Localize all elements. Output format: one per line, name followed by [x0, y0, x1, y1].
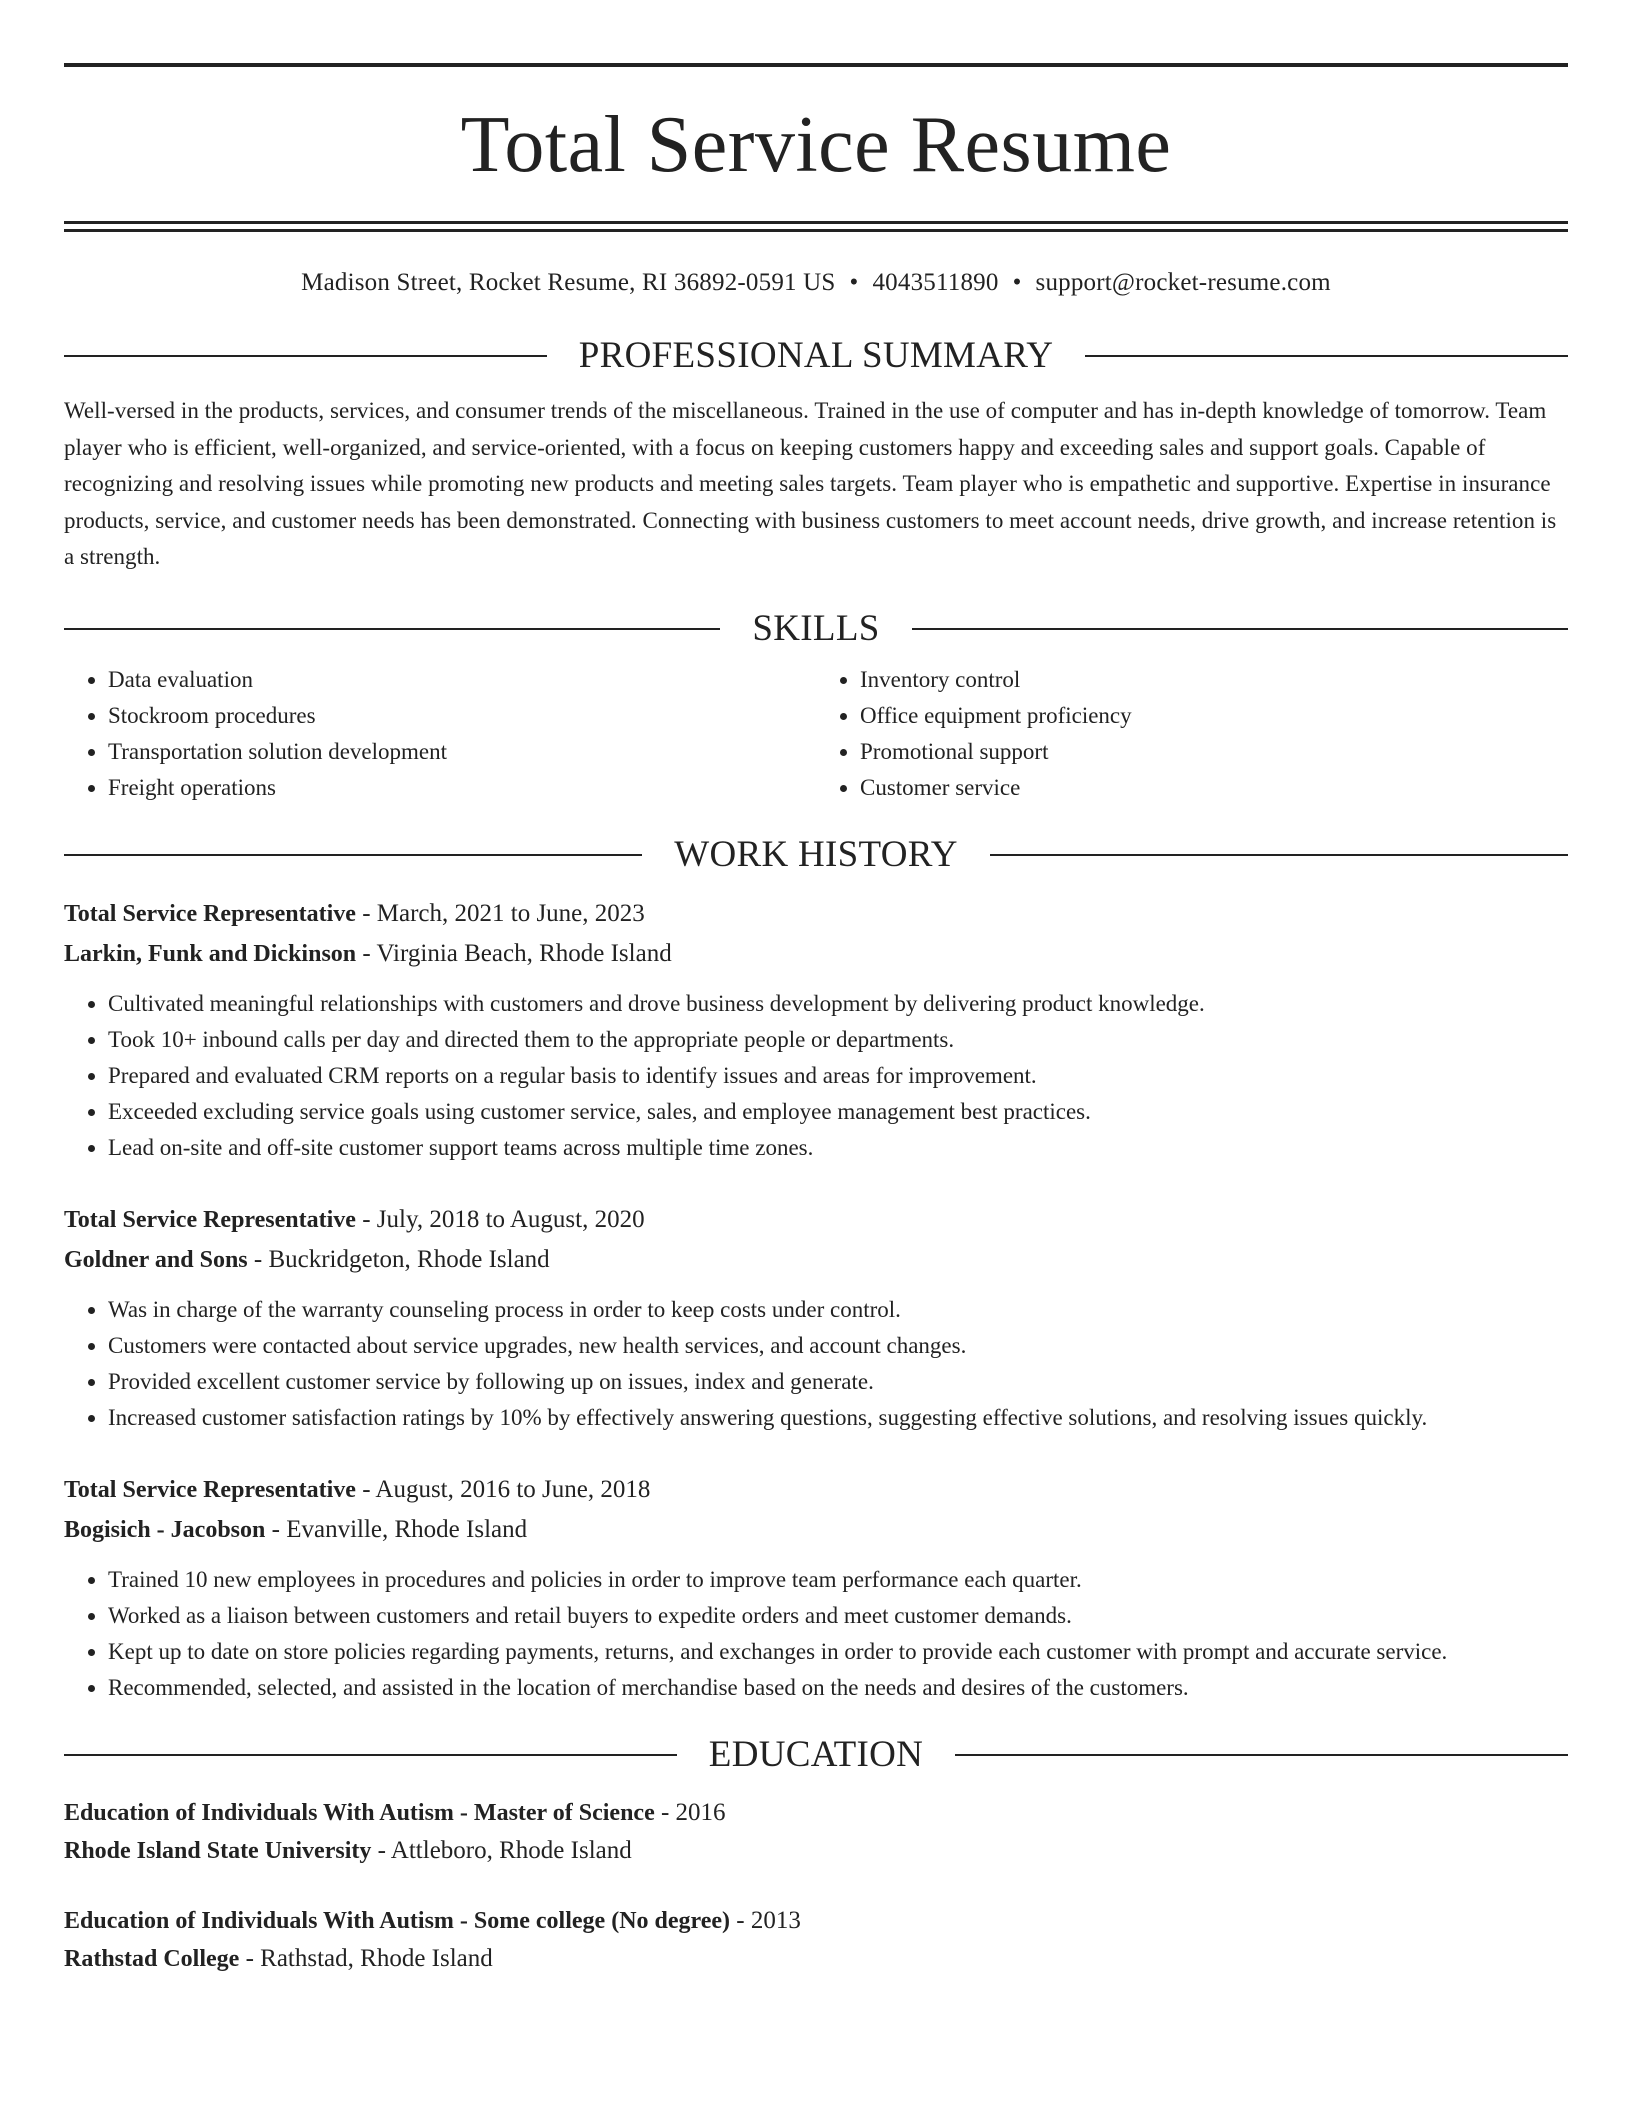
skills-column-right [816, 662, 1568, 806]
education-degree: Education of Individuals With Autism - Master of Science [64, 1799, 655, 1826]
job-dates: - March, 2021 to June, 2023 [355, 899, 645, 927]
skill-item: • Stockroom procedures [108, 698, 816, 734]
job-bullet: • Was in charge of the warranty counseling process in order to keep costs under control. [108, 1292, 1568, 1328]
title-double-rule [64, 221, 1568, 232]
section-rule-right [990, 854, 1568, 856]
job-location: - Buckridgeton, Rhode Island [247, 1245, 550, 1273]
section-header-work-history [64, 830, 1568, 880]
section-title-work-history: WORK HISTORY [674, 833, 958, 875]
section-rule-left [64, 628, 720, 630]
skill-item: • Customer service [860, 770, 1568, 806]
education-entry [64, 1794, 1568, 1870]
job-entry [64, 1470, 1568, 1706]
job-location: - Virginia Beach, Rhode Island [356, 939, 672, 967]
job-dates: - August, 2016 to June, 2018 [355, 1475, 651, 1503]
job-entry [64, 894, 1568, 1166]
skills-column-left [64, 662, 816, 806]
section-rule-left [64, 1754, 677, 1756]
skill-item: • Freight operations [108, 770, 816, 806]
education-school-line [64, 1832, 1568, 1870]
section-header-education [64, 1730, 1568, 1780]
job-bullet: • Provided excellent customer service by following up on issues, index and generate. [108, 1364, 1568, 1400]
job-bullet: • Took 10+ inbound calls per day and directed them to the appropriate people or departments. [108, 1022, 1568, 1058]
skill-item: • Promotional support [860, 734, 1568, 770]
education-entry [64, 1902, 1568, 1978]
skills-list [64, 662, 1568, 806]
summary-text: Well-versed in the products, services, and consumer trends of the miscellaneous. Trained in the use of computer and has in-depth knowledge of tomorrow. Team player who is efficient, well-organized, and service-oriented, with a focus on keeping customers happy and exceeding sales and support goals. Capable of recognizing and resolving issues while promoting new products and meeting sales targets. Team player who is empathetic and supportive. Expertise in insurance products, service, and customer needs has been demonstrated. Connecting with business customers to meet account needs, drive growth, and increase retention is a strength. [64, 398, 1557, 569]
job-title: Total Service Representative [64, 900, 356, 927]
resume-title: Total Service Resume [460, 101, 1172, 189]
job-bullet: • Increased customer satisfaction ratings by 10% by effectively answering questions, suggesting effective solutions, and resolving issues quickly. [108, 1400, 1568, 1436]
top-rule [64, 63, 1568, 67]
education-school-line [64, 1940, 1568, 1978]
job-company: Bogisich - Jacobson [64, 1516, 266, 1543]
contact-line [64, 265, 1568, 301]
job-title-line [64, 1470, 1568, 1510]
contact-phone[interactable]: 4043511890 [872, 269, 999, 296]
job-bullet: • Trained 10 new employees in procedures and policies in order to improve team performance each quarter. [108, 1562, 1568, 1598]
job-company-line [64, 1240, 1568, 1280]
education-degree-line [64, 1902, 1568, 1940]
education-school: Rhode Island State University [64, 1837, 372, 1864]
job-bullets [64, 986, 1568, 1166]
section-title-summary: PROFESSIONAL SUMMARY [578, 335, 1054, 376]
contact-address: Madison Street, Rocket Resume, RI 36892-0591 US [301, 269, 836, 296]
section-header-summary [64, 331, 1568, 381]
education-degree: Education of Individuals With Autism - Some college (No degree) [64, 1907, 731, 1934]
job-title: Total Service Representative [64, 1476, 356, 1503]
section-title-education: EDUCATION [708, 1733, 924, 1775]
job-bullets [64, 1562, 1568, 1706]
skill-item: • Data evaluation [108, 662, 816, 698]
education-location: - Rathstad, Rhode Island [239, 1944, 493, 1972]
job-bullet: • Exceeded excluding service goals using customer service, sales, and employee management best practices. [108, 1094, 1568, 1130]
contact-separator: • [849, 269, 859, 296]
job-company-line [64, 1510, 1568, 1550]
job-company-line [64, 934, 1568, 974]
education-degree-line [64, 1794, 1568, 1832]
section-rule-left [64, 355, 547, 357]
section-header-skills [64, 604, 1568, 654]
job-bullet: • Cultivated meaningful relationships with customers and drove business development by delivering product knowledge. [108, 986, 1568, 1022]
section-rule-right [1085, 355, 1568, 357]
job-location: - Evanville, Rhode Island [265, 1515, 528, 1543]
education-school: Rathstad College [64, 1945, 240, 1972]
job-bullet: • Worked as a liaison between customers and retail buyers to expedite orders and meet customer demands. [108, 1598, 1568, 1634]
job-bullet: • Recommended, selected, and assisted in the location of merchandise based on the needs and desires of the customers. [108, 1670, 1568, 1706]
skill-item: • Inventory control [860, 662, 1568, 698]
section-rule-right [955, 1754, 1568, 1756]
job-company: Larkin, Funk and Dickinson [64, 940, 357, 967]
job-title: Total Service Representative [64, 1206, 356, 1233]
job-company: Goldner and Sons [64, 1246, 248, 1273]
contact-email[interactable]: support@rocket-resume.com [1035, 269, 1331, 296]
job-bullet: • Prepared and evaluated CRM reports on a regular basis to identify issues and areas for improvement. [108, 1058, 1568, 1094]
job-bullet: • Kept up to date on store policies regarding payments, returns, and exchanges in order to provide each customer with prompt and accurate service. [108, 1634, 1568, 1670]
education-location: - Attleboro, Rhode Island [371, 1836, 632, 1864]
education-year: - 2013 [730, 1906, 801, 1934]
job-dates: - July, 2018 to August, 2020 [355, 1205, 645, 1233]
job-bullets [64, 1292, 1568, 1436]
job-title-line [64, 1200, 1568, 1240]
education-year: - 2016 [654, 1798, 726, 1826]
contact-separator: • [1012, 269, 1022, 296]
section-rule-right [912, 628, 1568, 630]
job-entry [64, 1200, 1568, 1436]
job-bullet: • Customers were contacted about service upgrades, new health services, and account changes. [108, 1328, 1568, 1364]
section-rule-left [64, 854, 642, 856]
job-bullet: • Lead on-site and off-site customer support teams across multiple time zones. [108, 1130, 1568, 1166]
skill-item: • Transportation solution development [108, 734, 816, 770]
job-title-line [64, 894, 1568, 934]
section-title-skills: SKILLS [752, 607, 880, 649]
skill-item: • Office equipment proficiency [860, 698, 1568, 734]
